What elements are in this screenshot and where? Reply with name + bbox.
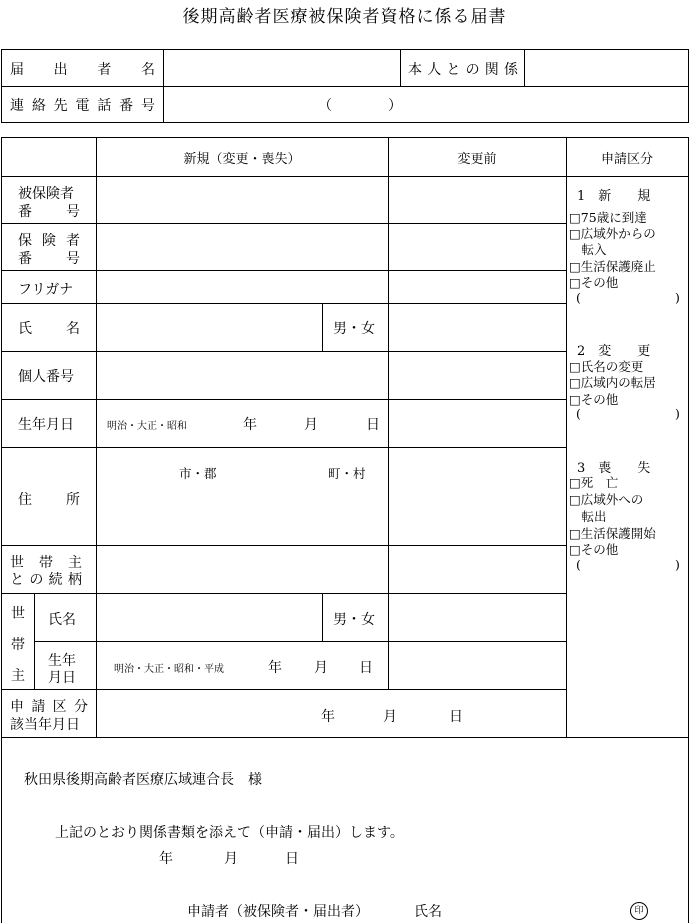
town-label: 町・村	[328, 466, 366, 481]
phone-label: 連絡先電話番号	[10, 98, 155, 114]
new-other-paren-open: (	[576, 290, 581, 305]
applicable-month-unit: 月	[383, 709, 397, 725]
applicant-name-label: 氏名	[414, 904, 442, 920]
insured-number-label-2: 番 号	[18, 204, 80, 220]
head-relation-label-2: との続柄	[10, 572, 82, 588]
loss-other-paren-open: (	[576, 557, 581, 572]
footer-year-unit: 年	[159, 851, 173, 867]
birth-year-unit: 年	[243, 417, 257, 433]
name-label: 氏 名	[18, 321, 80, 337]
head-birth-day-unit: 日	[359, 660, 373, 676]
head-gender-select[interactable]: 男・女	[333, 612, 375, 628]
insurer-number-label-2: 番 号	[18, 251, 80, 267]
insurer-number-field[interactable]	[97, 224, 387, 269]
birth-era-select[interactable]: 明治・大正・昭和	[107, 421, 187, 432]
head-name-label: 氏名	[48, 612, 76, 628]
applicant-label: 申請者（被保険者・届出者）	[187, 904, 369, 920]
insured-number-field[interactable]	[97, 177, 387, 222]
head-birth-month-unit: 月	[314, 660, 328, 676]
head-birth-label-1: 生年	[48, 653, 76, 669]
head-birth-era-select[interactable]: 明治・大正・昭和・平成	[114, 664, 224, 675]
applicable-date-label-1: 申請区分	[10, 699, 88, 715]
applicable-date-label-2: 該当年月日	[10, 717, 80, 733]
relationship-label: 本人との関係	[408, 62, 518, 78]
head-relation-field[interactable]	[97, 546, 387, 592]
address-label: 住 所	[18, 492, 80, 508]
personal-number-label: 個人番号	[18, 369, 74, 385]
checkbox-moved-in-cont: 転入	[569, 242, 607, 257]
change-other-paren-open: (	[576, 406, 581, 421]
checkbox-moved-out-cont: 転出	[569, 509, 607, 524]
head-birth-label-2: 月日	[48, 670, 76, 686]
insured-number-label-1: 被保険者	[18, 186, 74, 202]
furigana-label: フリガナ	[18, 282, 74, 298]
submitter-name-label: 届出者名	[10, 62, 155, 78]
checkbox-moved-out[interactable]: □広域外への	[569, 492, 644, 507]
birth-day-unit: 日	[366, 417, 380, 433]
checkbox-change-other[interactable]: □その他	[569, 392, 619, 407]
insurer-number-label-1: 保険者	[18, 233, 80, 249]
new-column-header: 新規（変更・喪失）	[183, 152, 301, 167]
applicable-day-unit: 日	[449, 709, 463, 725]
loss-other-paren-close: )	[675, 557, 680, 572]
applicant-name-field[interactable]	[445, 898, 625, 920]
head-label-1: 世	[11, 606, 25, 622]
birthdate-label: 生年月日	[18, 417, 74, 433]
furigana-field[interactable]	[97, 271, 387, 302]
checkbox-new-other[interactable]: □その他	[569, 275, 619, 290]
checkbox-internal-move[interactable]: □広域内の転居	[569, 375, 656, 390]
page-title: 後期高齢者医療被保険者資格に係る届書	[182, 7, 507, 27]
personal-number-field[interactable]	[97, 352, 387, 398]
statement: 上記のとおり関係書類を添えて（申請・届出）します。	[55, 825, 404, 841]
submitter-name-field[interactable]	[164, 50, 399, 85]
gender-select[interactable]: 男・女	[333, 321, 375, 337]
category-change-title: 2 変 更	[577, 344, 651, 359]
checkbox-welfare-started[interactable]: □生活保護開始	[569, 526, 656, 541]
relationship-field[interactable]	[525, 50, 687, 85]
checkbox-welfare-ended[interactable]: □生活保護廃止	[569, 259, 656, 274]
footer-month-unit: 月	[224, 851, 238, 867]
head-relation-label-1: 世帯主	[10, 555, 82, 571]
before-column-header: 変更前	[457, 152, 497, 167]
head-label-3: 主	[11, 668, 25, 684]
checkbox-death[interactable]: □死 亡	[569, 475, 619, 490]
birth-month-unit: 月	[304, 417, 318, 433]
city-label: 市・郡	[179, 466, 217, 481]
phone-field[interactable]: （ ）	[318, 98, 402, 114]
addressee: 秋田県後期高齢者医療広域連合長 様	[24, 772, 262, 788]
change-other-paren-close: )	[675, 406, 680, 421]
head-name-field[interactable]	[97, 594, 321, 640]
applicable-year-unit: 年	[321, 709, 335, 725]
footer-day-unit: 日	[285, 851, 299, 867]
head-label-2: 帯	[11, 637, 25, 653]
checkbox-moved-in[interactable]: □広域外からの	[569, 226, 656, 241]
seal-mark: 印	[630, 902, 648, 920]
checkbox-name-change[interactable]: □氏名の変更	[569, 359, 644, 374]
category-new-title: 1 新 規	[577, 189, 651, 204]
checkbox-loss-other[interactable]: □その他	[569, 542, 619, 557]
head-birth-year-unit: 年	[268, 660, 282, 676]
category-loss-title: 3 喪 失	[577, 461, 651, 476]
checkbox-reached-75[interactable]: □75歳に到達	[569, 210, 647, 225]
new-other-paren-close: )	[675, 290, 680, 305]
address-field[interactable]	[97, 448, 387, 544]
name-field[interactable]	[97, 304, 321, 350]
category-column-header: 申請区分	[600, 152, 653, 167]
